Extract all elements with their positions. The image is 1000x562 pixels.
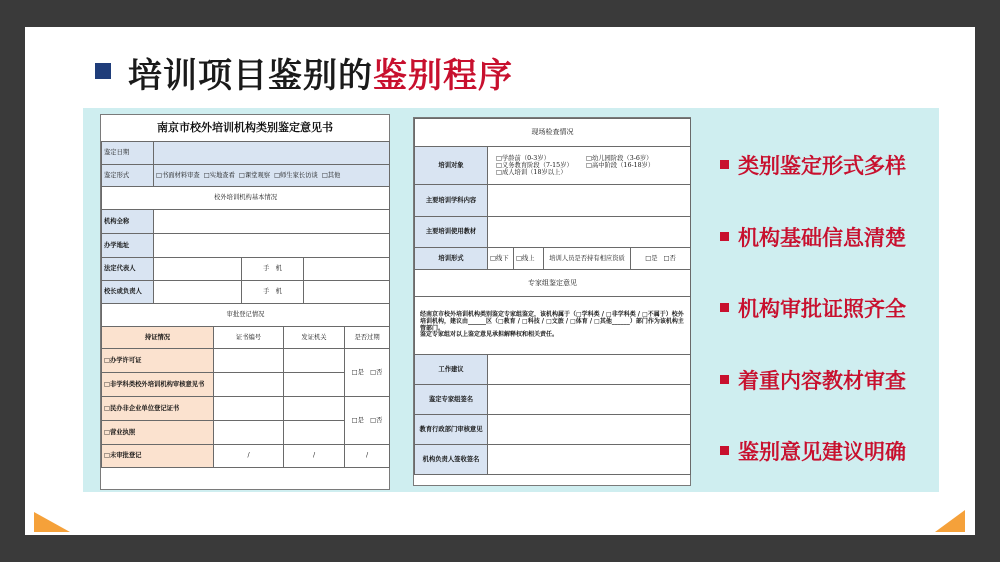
form2-row-sign xyxy=(415,385,691,415)
qual-no: □否 xyxy=(663,254,676,262)
license-row xyxy=(102,397,390,421)
qualification-choice xyxy=(631,248,691,270)
target-option: □高中阶段（16-18岁） xyxy=(586,161,655,169)
target-option: □义务教育阶段（7-15岁） xyxy=(496,161,573,169)
form1-row-principal xyxy=(102,281,390,304)
form1-row-legal xyxy=(102,258,390,281)
principal-label: 校长或负责人 xyxy=(102,281,154,304)
expert-text-2: 鉴定专家组对以上鉴定意见承担解释权和相关责任。 xyxy=(420,331,559,339)
expert-sign-value xyxy=(488,385,691,415)
form-option: □书面材料审查 xyxy=(156,171,200,179)
form1-row-address xyxy=(102,234,390,258)
date-label: 鉴定日期 xyxy=(102,142,154,165)
license-name: □未审批登记 xyxy=(102,445,214,468)
slash: / xyxy=(284,445,345,468)
legal-rep-label: 法定代表人 xyxy=(102,258,154,281)
address-value xyxy=(154,234,390,258)
form1-row-basic xyxy=(102,187,390,210)
form2-row-mode xyxy=(415,248,691,270)
form-option: □课堂观察 xyxy=(238,171,271,179)
form2-row-expert-text xyxy=(415,297,691,355)
form2-table xyxy=(414,118,691,475)
basic-section-header: 校外培训机构基本情况 xyxy=(102,187,390,210)
form2-row-work xyxy=(415,355,691,385)
license-name: □办学许可证 xyxy=(102,349,214,373)
license-row xyxy=(102,445,390,468)
col-license: 持证情况 xyxy=(102,327,214,349)
form1-title: 南京市校外培训机构类别鉴定意见书 xyxy=(157,121,333,134)
org-head-value xyxy=(488,445,691,475)
form2-row-subject xyxy=(415,185,691,217)
bullet-list xyxy=(716,147,946,505)
approval-section-header: 审批登记情况 xyxy=(102,304,390,327)
phone-label: 手 机 xyxy=(242,258,304,281)
phone-label: 手 机 xyxy=(242,281,304,304)
form-options xyxy=(154,165,390,187)
target-option: □幼儿园阶段（3-6岁） xyxy=(586,154,653,162)
offline-option: □线下 xyxy=(488,248,514,270)
bullet-text: 机构基础信息清楚 xyxy=(738,225,906,250)
expired-choice: □是 □否 xyxy=(345,349,390,397)
bullet-text: 机构审批证照齐全 xyxy=(738,297,906,321)
org-name-value xyxy=(154,210,390,234)
bullet-text: 类别鉴定形式多样 xyxy=(738,154,906,178)
license-name: □民办非企业单位登记证书 xyxy=(102,397,214,421)
edu-dept-value xyxy=(488,415,691,445)
online-option: □线上 xyxy=(514,248,544,270)
edu-dept-label: 教育行政部门审核意见 xyxy=(415,415,488,445)
corner-decoration-left xyxy=(34,512,70,532)
form-option: □其他 xyxy=(321,171,341,179)
form2-row-target xyxy=(415,147,691,185)
legal-rep-value xyxy=(154,258,242,281)
form1-table xyxy=(101,141,390,468)
expert-opinion-text xyxy=(415,297,691,355)
form2-row-material xyxy=(415,217,691,248)
form-option: □实地查看 xyxy=(203,171,235,179)
address-label: 办学地址 xyxy=(102,234,154,258)
phone-value xyxy=(304,281,390,304)
license-name: □营业执照 xyxy=(102,421,214,445)
form1-row-orgname xyxy=(102,210,390,234)
license-name: □非学科类校外培训机构审核意见书 xyxy=(102,373,214,397)
target-option: □成人培训（18岁以上） xyxy=(496,169,567,177)
bullet-square-icon xyxy=(720,446,729,455)
form1-row-form xyxy=(102,165,390,187)
slide-title xyxy=(128,48,513,97)
bullet-square-icon xyxy=(720,160,729,169)
form-option: □师生家长访谈 xyxy=(274,171,318,179)
opinion-form-page2 xyxy=(413,117,691,486)
form2-row-site xyxy=(415,119,691,147)
bullet-item xyxy=(716,433,946,469)
bullet-square-icon xyxy=(720,232,729,241)
corner-decoration-right xyxy=(935,510,965,532)
mode-label: 培训形式 xyxy=(415,248,488,270)
form2-row-edu xyxy=(415,415,691,445)
phone-value xyxy=(304,258,390,281)
title-accent: 鉴别程序 xyxy=(373,56,513,96)
subject-value xyxy=(488,185,691,217)
subject-label: 主要培训学科内容 xyxy=(415,185,488,217)
form2-row-expert xyxy=(415,270,691,297)
bullet-item xyxy=(716,290,946,326)
bullet-text: 鉴别意见建议明确 xyxy=(738,440,906,464)
expert-sign-label: 鉴定专家组签名 xyxy=(415,385,488,415)
principal-value xyxy=(154,281,242,304)
org-name-label: 机构全称 xyxy=(102,210,154,234)
license-row xyxy=(102,349,390,373)
form-label: 鉴定形式 xyxy=(102,165,154,187)
expert-text-1: 经南京市校外培训机构类别鉴定专家组鉴定，该机构属于（□学科类 / □非学科类 / □不属于）校外培训机构，建议由______区（□教育 / □科技 / □文旅 / □体育 / □其他______）部门作为该机构主管部门。 xyxy=(420,310,684,332)
bullet-square-icon xyxy=(720,303,729,312)
target-options xyxy=(488,147,691,185)
work-suggest-label: 工作建议 xyxy=(415,355,488,385)
col-cert-no: 证书编号 xyxy=(214,327,284,349)
col-issuer: 发证机关 xyxy=(284,327,345,349)
site-section-header: 现场检查情况 xyxy=(415,119,691,147)
slash: / xyxy=(214,445,284,468)
bullet-item xyxy=(716,147,946,183)
target-label: 培训对象 xyxy=(415,147,488,185)
work-suggest-value xyxy=(488,355,691,385)
slash: / xyxy=(345,445,390,468)
bullet-item xyxy=(716,219,946,255)
form1-row-colheads xyxy=(102,327,390,349)
material-value xyxy=(488,217,691,248)
qualification-label: 培训人员是否持有相应资质 xyxy=(544,248,631,270)
org-head-label: 机构负责人签收签名 xyxy=(415,445,488,475)
bullet-square-icon xyxy=(720,375,729,384)
qual-yes: □是 xyxy=(645,254,658,262)
target-option: □学龄前（0-3岁） xyxy=(496,154,550,162)
col-expired: 是否过期 xyxy=(345,327,390,349)
expired-choice: □是 □否 xyxy=(345,397,390,445)
title-bullet-square xyxy=(95,63,111,79)
opinion-form-page1 xyxy=(100,114,390,490)
form1-row-date xyxy=(102,142,390,165)
bullet-text: 着重内容教材审查 xyxy=(738,368,906,393)
title-prefix: 培训项目鉴别的 xyxy=(128,56,373,96)
expert-section-header: 专家组鉴定意见 xyxy=(415,270,691,297)
form2-row-head xyxy=(415,445,691,475)
material-label: 主要培训使用教材 xyxy=(415,217,488,248)
date-value xyxy=(154,142,390,165)
form1-row-approval xyxy=(102,304,390,327)
bullet-item xyxy=(716,362,946,398)
